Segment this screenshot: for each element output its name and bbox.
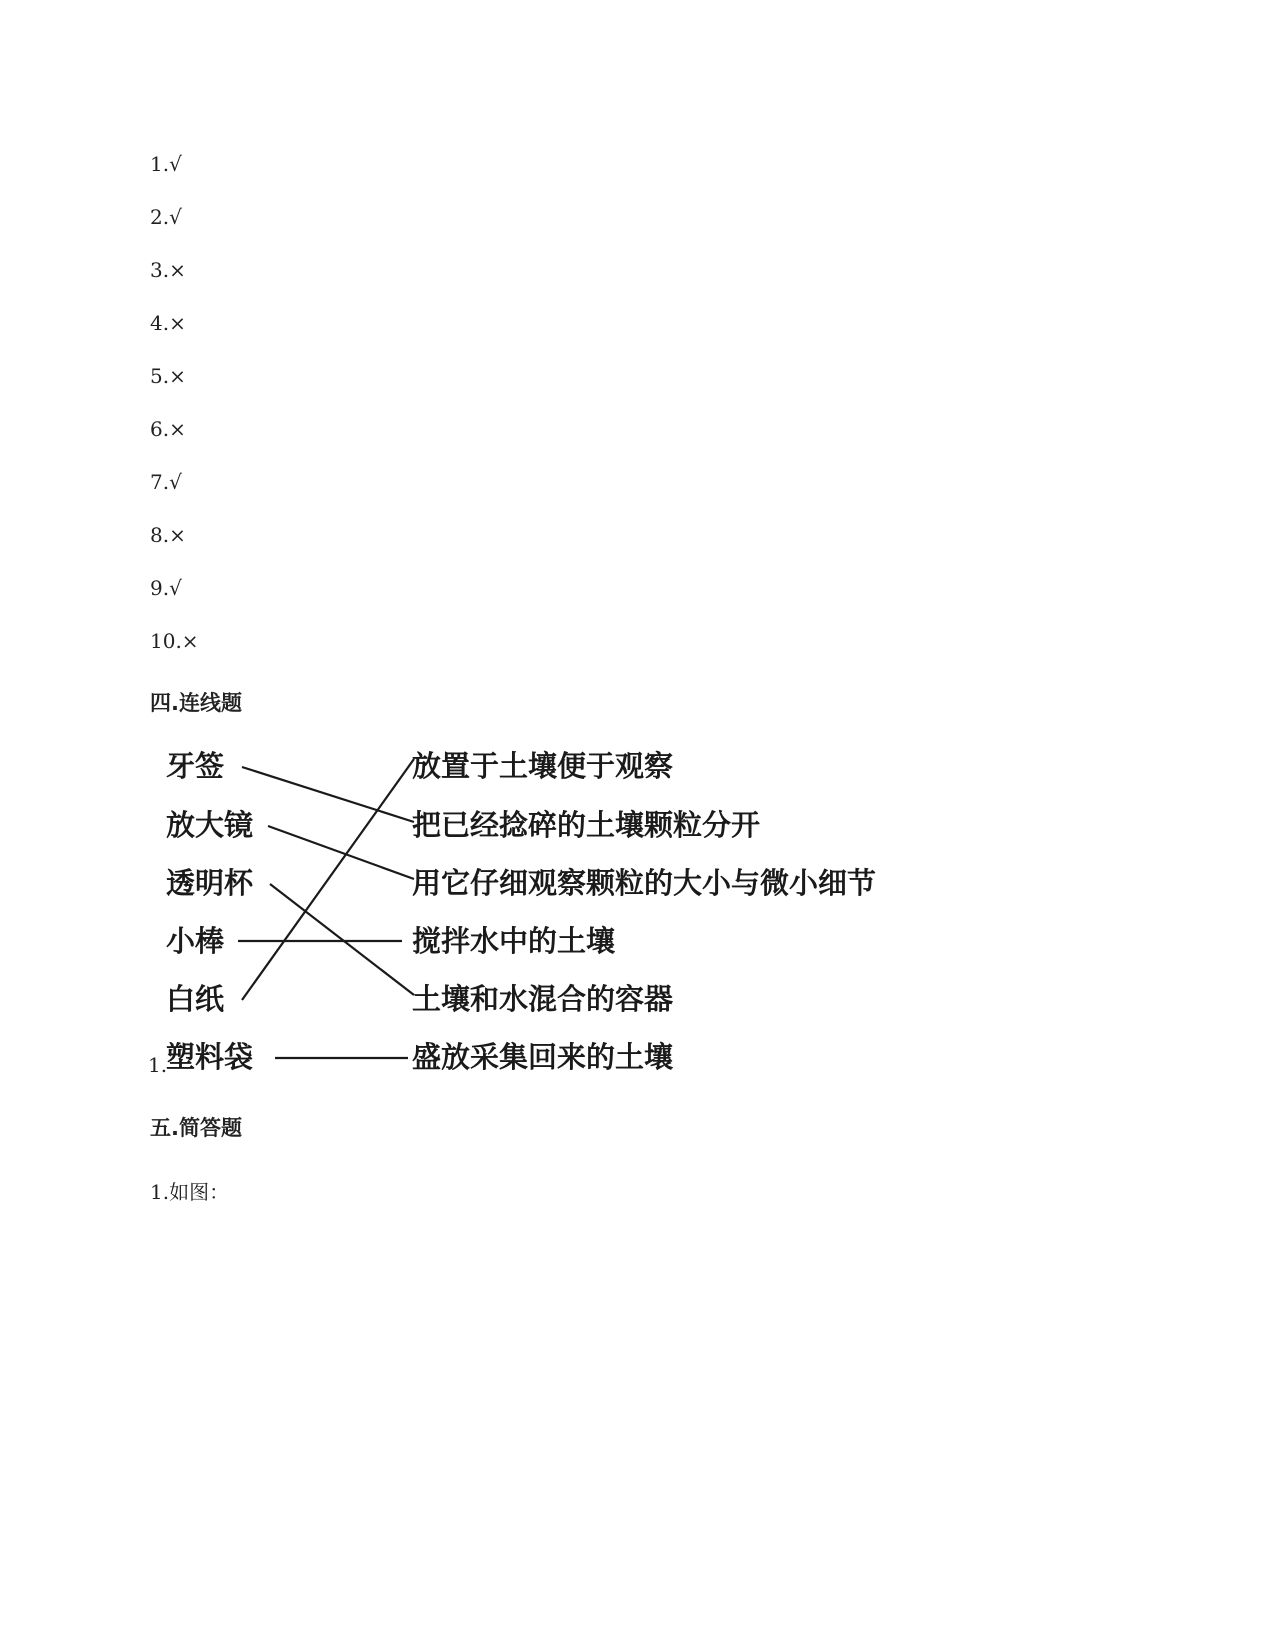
answer-8: 8.× xyxy=(150,523,186,547)
left-item-bag: 塑料袋 xyxy=(166,1040,254,1074)
right-item-stir: 搅拌水中的土壤 xyxy=(412,924,616,958)
answer-10: 10.× xyxy=(150,629,199,653)
section-5-title: 五.简答题 xyxy=(150,1116,242,1140)
right-item-observe: 用它仔细观察颗粒的大小与微小细节 xyxy=(412,866,877,900)
right-item-place: 放置于土壤便于观察 xyxy=(412,749,674,783)
right-item-separate: 把已经捻碎的土壤颗粒分开 xyxy=(412,808,761,842)
answer-4: 4.× xyxy=(150,311,186,335)
answer-1: 1.√ xyxy=(150,152,182,176)
line-magnifier-to-observe xyxy=(268,826,414,879)
answer-5: 5.× xyxy=(150,364,186,388)
answer-6: 6.× xyxy=(150,417,186,441)
left-item-paper: 白纸 xyxy=(166,982,225,1016)
right-item-container: 土壤和水混合的容器 xyxy=(412,982,674,1016)
answer-9: 9.√ xyxy=(150,576,182,600)
left-item-stick: 小棒 xyxy=(166,924,225,958)
short-answer-1: 1.如图： xyxy=(150,1180,230,1204)
left-item-magnifier: 放大镜 xyxy=(166,808,254,842)
left-item-cup: 透明杯 xyxy=(166,866,254,900)
answer-2: 2.√ xyxy=(150,205,182,229)
section-4-title: 四.连线题 xyxy=(150,691,242,715)
answer-7: 7.√ xyxy=(150,470,182,494)
right-item-store: 盛放采集回来的土壤 xyxy=(412,1040,674,1074)
line-cup-to-container xyxy=(270,884,414,995)
item-number: 1. xyxy=(148,1053,168,1077)
answer-3: 3.× xyxy=(150,258,186,282)
left-item-toothpick: 牙签 xyxy=(166,749,225,783)
